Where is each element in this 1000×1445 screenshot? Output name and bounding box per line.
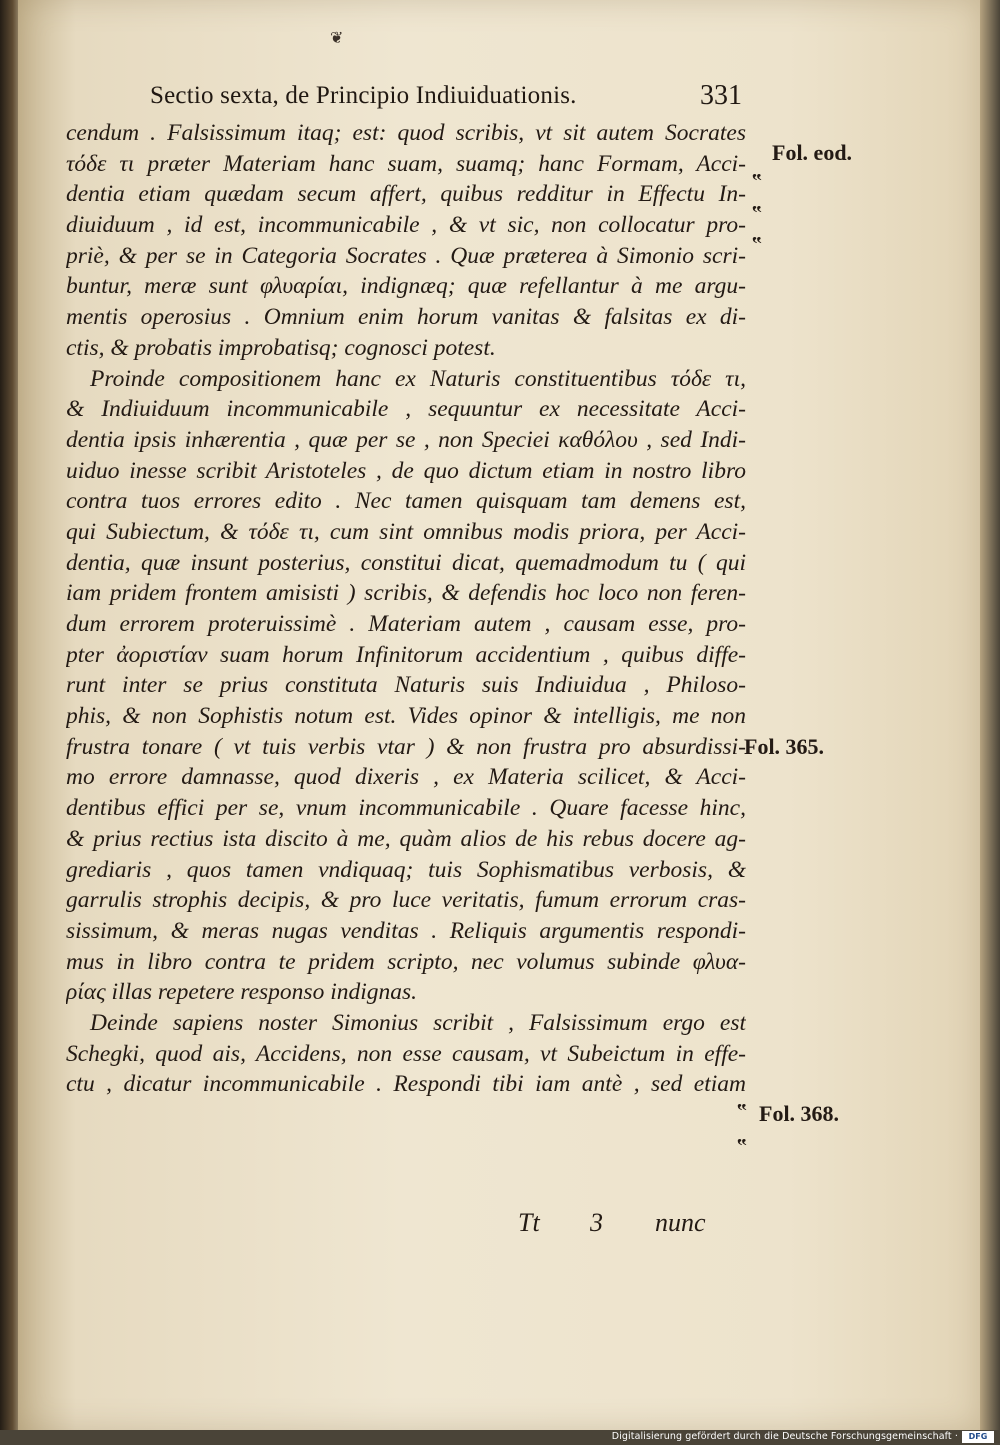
funding-credit: Digitalisierung gefördert durch die Deutsche Forschungsgemeinschaft ·: [611, 1431, 958, 1442]
text-line: qui Subiectum, & τόδε τι, cum sint omnibus modis priora, per Acci-: [66, 518, 746, 545]
text-line: pter ἀοριστίαν suam horum Infinitorum accidentium , quibus diffe-: [66, 641, 746, 668]
text-line: dum errorem proteruissimè . Materiam autem , causam esse, pro-: [66, 611, 746, 637]
signature-line: [0, 1208, 1000, 1240]
text-line: sissimum, & meras nugas venditas . Reliquis argumentis respondi-: [66, 917, 746, 944]
running-head: Sectio sexta, de Principio Indiuiduationis.: [150, 82, 577, 109]
text-line: garrulis strophis decipis, & pro luce veritatis, fumum errorum cras-: [66, 887, 746, 914]
catchword: nunc: [655, 1208, 706, 1237]
margin-note-fol-368: Fol. 368.: [759, 1101, 840, 1126]
text-line: contra tuos errores edito . Nec tamen quisquam tam demens est,: [66, 488, 746, 515]
quote-mark: ‟: [752, 233, 762, 255]
text-line: dentia etiam quædam secum affert, quibus redditur in Effectu In-: [66, 181, 746, 208]
margin-note-fol-365: Fol. 365.: [744, 734, 825, 759]
text-line: Deinde sapiens noster Simonius scribit , Falsissimum ergo est: [90, 1009, 746, 1036]
text-line: priè, & per se in Categoria Socrates . Quæ præterea à Simonio scri-: [66, 242, 746, 269]
text-line: buntur, meræ sunt φλυαρίαι, indignæq; quæ refellantur à me argu-: [66, 273, 746, 300]
quote-mark: ‟: [752, 202, 762, 224]
dfg-logo: DFG: [962, 1431, 994, 1443]
text-line: & prius rectius ista discito à me, quàm alios de his rebus docere ag-: [66, 825, 746, 852]
quote-mark: ‟: [737, 1135, 747, 1157]
text-line: runt inter se prius constituta Naturis suis Indiuidua , Philoso-: [66, 672, 746, 699]
quote-mark: ‟: [752, 170, 762, 192]
text-line: mus in libro contra te pridem scripto, nec volumus subinde φλυα-: [66, 948, 746, 975]
text-line: frustra tonare ( vt tuis verbis vtar ) & non frustra pro absurdissi-: [66, 733, 746, 760]
text-line: iam pridem frontem amisisti ) scribis, & defendis hoc loco non feren-: [66, 580, 746, 607]
text-line: & Indiuiduum incommunicabile , sequuntur ex necessitate Acci-: [66, 396, 746, 423]
text-line: phis, & non Sophistis notum est. Vides opinor & intelligis, me non: [66, 703, 746, 730]
text-line: diuiduum , id est, incommunicabile , & vt sic, non collocatur pro-: [66, 212, 746, 239]
text-line: ctis, & probatis improbatisq; cognosci potest.: [66, 334, 496, 361]
text-line: uiduo inesse scribit Aristoteles , de quo dictum etiam in nostro libro: [66, 457, 746, 484]
text-line: dentia ipsis inhærentia , quæ per se , non Speciei καθόλου , sed Indi-: [66, 426, 746, 453]
text-line: mo errore damnasse, quod dixeris , ex Materia scilicet, & Acci-: [66, 764, 746, 791]
body-text: [66, 118, 746, 1100]
page-number: 331: [700, 80, 742, 111]
text-line: mentis operosius . Omnium enim horum vanitas & falsitas ex di-: [66, 304, 746, 331]
text-line: dentia, quæ insunt posterius, constitui dicat, quemadmodum tu ( qui: [66, 549, 746, 576]
text-line: τόδε τι præter Materiam hanc suam, suamq; hanc Formam, Acci-: [66, 150, 746, 177]
ornament-mark: ❦: [330, 30, 344, 47]
text-line: ctu , dicatur incommunicabile . Respondi tibi iam antè , sed etiam: [66, 1071, 746, 1098]
margin-note-fol-eod: Fol. eod.: [772, 140, 853, 165]
signature-mark: Tt: [518, 1208, 540, 1237]
quote-mark: ‟: [737, 1100, 747, 1122]
text-line: cendum . Falsissimum itaq; est: quod scribis, vt sit autem Socrates: [66, 120, 746, 146]
text-line: Proinde compositionem hanc ex Naturis constituentibus τόδε τι,: [90, 365, 746, 392]
text-line: dentibus effici per se, vnum incommunicabile . Quare facesse hinc,: [66, 795, 746, 822]
text-line: grediaris , quos tamen vndiquaq; tuis Sophismatibus verbosis, &: [66, 856, 746, 883]
text-line: ρίας illas repetere responso indignas.: [66, 979, 418, 1006]
text-line: Schegki, quod ais, Accidens, non esse causam, vt Subeictum in effe-: [66, 1040, 746, 1067]
signature-number: 3: [590, 1208, 603, 1237]
